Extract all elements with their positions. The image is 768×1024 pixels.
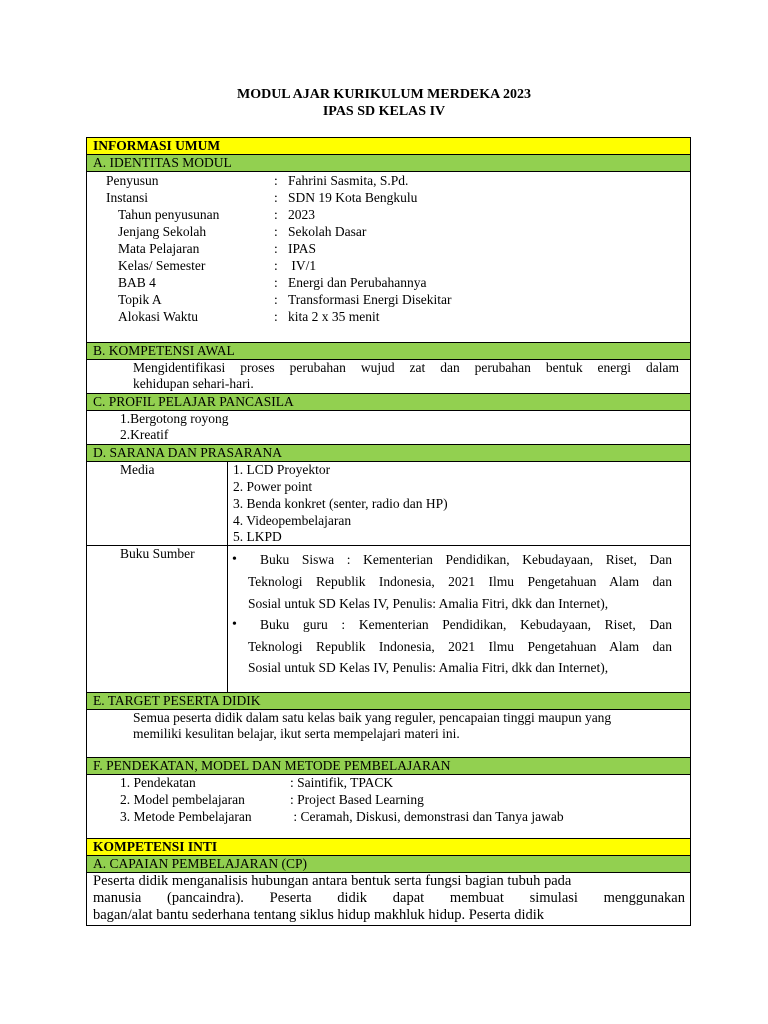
identitas-label: Penyusun [106, 173, 159, 188]
section-profil-pelajar: C. PROFIL PELAJAR PANCASILA [87, 394, 690, 411]
pendekatan-value: : Saintifik, TPACK [290, 775, 394, 790]
pendekatan-value: : Ceramah, Diskusi, demonstrasi dan Tanya jawab [290, 809, 564, 824]
buku-line: Teknologi Republik Indonesia, 2021 Ilmu Pengetahuan Alam dan [248, 574, 672, 589]
pendekatan-label: 1. Pendekatan [120, 775, 196, 790]
sarana-media-row [87, 462, 690, 546]
identitas-sep: : [274, 190, 278, 205]
identitas-label: Mata Pelajaran [118, 241, 200, 256]
section-target-peserta: E. TARGET PESERTA DIDIK [87, 693, 690, 710]
media-item: 2. Power point [233, 479, 313, 494]
identitas-block [87, 172, 690, 343]
buku-sumber-label: Buku Sumber [120, 546, 195, 561]
target-block [87, 710, 690, 758]
identitas-label: Alokasi Waktu [118, 309, 199, 324]
bullet-icon: • [232, 552, 237, 567]
pendekatan-value: : Project Based Learning [290, 792, 424, 807]
document-title [0, 86, 768, 120]
identitas-value: IPAS [288, 241, 317, 256]
target-line-1: Semua peserta didik dalam satu kelas baik yang reguler, pencapaian tinggi maupun yang [133, 710, 612, 725]
media-label-cell [87, 462, 228, 545]
buku-line: Sosial untuk SD Kelas IV, Penulis: Amalia Fitri, dkk dan Internet), [248, 596, 609, 611]
cp-line-1: Peserta didik menganalisis hubungan antara bentuk serta fungsi bagian tubuh pada [93, 873, 572, 889]
identitas-label: Kelas/ Semester [118, 258, 206, 273]
section-identitas-modul: A. IDENTITAS MODUL [87, 155, 690, 172]
identitas-sep: : [274, 224, 278, 239]
identitas-sep: : [274, 207, 278, 222]
pendekatan-label: 3. Metode Pembelajaran [120, 809, 252, 824]
media-item: 1. LCD Proyektor [233, 462, 331, 477]
buku-line: Buku Siswa : Kementerian Pendidikan, Kebudayaan, Riset, Dan [260, 552, 672, 567]
buku-line: Buku guru : Kementerian Pendidikan, Kebudayaan, Riset, Dan [260, 617, 672, 632]
section-sarana-prasarana: D. SARANA DAN PRASARANA [87, 445, 690, 462]
pendekatan-block [87, 775, 690, 839]
cp-line-2: manusia (pancaindra). Peserta didik dapat membuat simulasi menggunakan [93, 890, 685, 906]
bullet-icon: • [232, 617, 237, 632]
identitas-sep: : [274, 258, 278, 273]
identitas-value: 2023 [288, 207, 315, 222]
identitas-label: Tahun penyusunan [118, 207, 220, 222]
identitas-sep: : [274, 241, 278, 256]
media-item: 4. Videopembelajaran [233, 513, 352, 528]
identitas-label: BAB 4 [118, 275, 156, 290]
module-table [86, 137, 691, 926]
kompetensi-awal-line-1: Mengidentifikasi proses perubahan wujud zat dan perubahan bentuk energi dalam [133, 360, 679, 375]
identitas-value: Sekolah Dasar [288, 224, 367, 239]
identitas-value: kita 2 x 35 menit [288, 309, 380, 324]
section-kompetensi-awal: B. KOMPETENSI AWAL [87, 343, 690, 360]
buku-list [228, 546, 690, 692]
title-line-1: MODUL AJAR KURIKULUM MERDEKA 2023 [236, 87, 531, 102]
buku-line: Sosial untuk SD Kelas IV, Penulis: Amalia Fitri, dkk dan Internet), [248, 660, 609, 675]
profil-item: 2.Kreatif [120, 427, 169, 442]
identitas-label: Jenjang Sekolah [118, 224, 207, 239]
identitas-value: Transformasi Energi Disekitar [288, 292, 452, 307]
sarana-buku-row [87, 546, 690, 693]
identitas-value: SDN 19 Kota Bengkulu [288, 190, 418, 205]
identitas-sep: : [274, 309, 278, 324]
section-capaian-pembelajaran: A. CAPAIAN PEMBELAJARAN (CP) [87, 856, 690, 873]
kompetensi-awal-block [87, 360, 690, 394]
identitas-label: Instansi [106, 190, 148, 205]
identitas-sep: : [274, 292, 278, 307]
target-line-2: memiliki kesulitan belajar, ikut serta mempelajari materi ini. [133, 726, 460, 741]
kompetensi-awal-line-2: kehidupan sehari-hari. [133, 376, 254, 391]
media-list [228, 462, 690, 545]
media-item: 5. LKPD [233, 529, 282, 544]
identitas-value: Energi dan Perubahannya [288, 275, 427, 290]
section-informasi-umum: INFORMASI UMUM [87, 138, 690, 155]
cp-block [87, 873, 690, 925]
pendekatan-label: 2. Model pembelajaran [120, 792, 245, 807]
identitas-sep: : [274, 275, 278, 290]
section-kompetensi-inti: KOMPETENSI INTI [87, 839, 690, 856]
cp-line-3: bagan/alat bantu sederhana tentang siklus hidup makhluk hidup. Peserta didik [93, 907, 545, 923]
buku-label-cell [87, 546, 228, 692]
identitas-value: Fahrini Sasmita, S.Pd. [288, 173, 409, 188]
buku-line: Teknologi Republik Indonesia, 2021 Ilmu Pengetahuan Alam dan [248, 639, 672, 654]
title-line-2: IPAS SD KELAS IV [322, 104, 446, 119]
profil-item: 1.Bergotong royong [120, 411, 229, 426]
identitas-label: Topik A [118, 292, 162, 307]
media-item: 3. Benda konkret (senter, radio dan HP) [233, 496, 448, 511]
identitas-value: IV/1 [288, 258, 317, 273]
identitas-sep: : [274, 173, 278, 188]
media-label: Media [120, 462, 155, 477]
profil-block [87, 411, 690, 445]
section-pendekatan: F. PENDEKATAN, MODEL DAN METODE PEMBELAJARAN [87, 758, 690, 775]
